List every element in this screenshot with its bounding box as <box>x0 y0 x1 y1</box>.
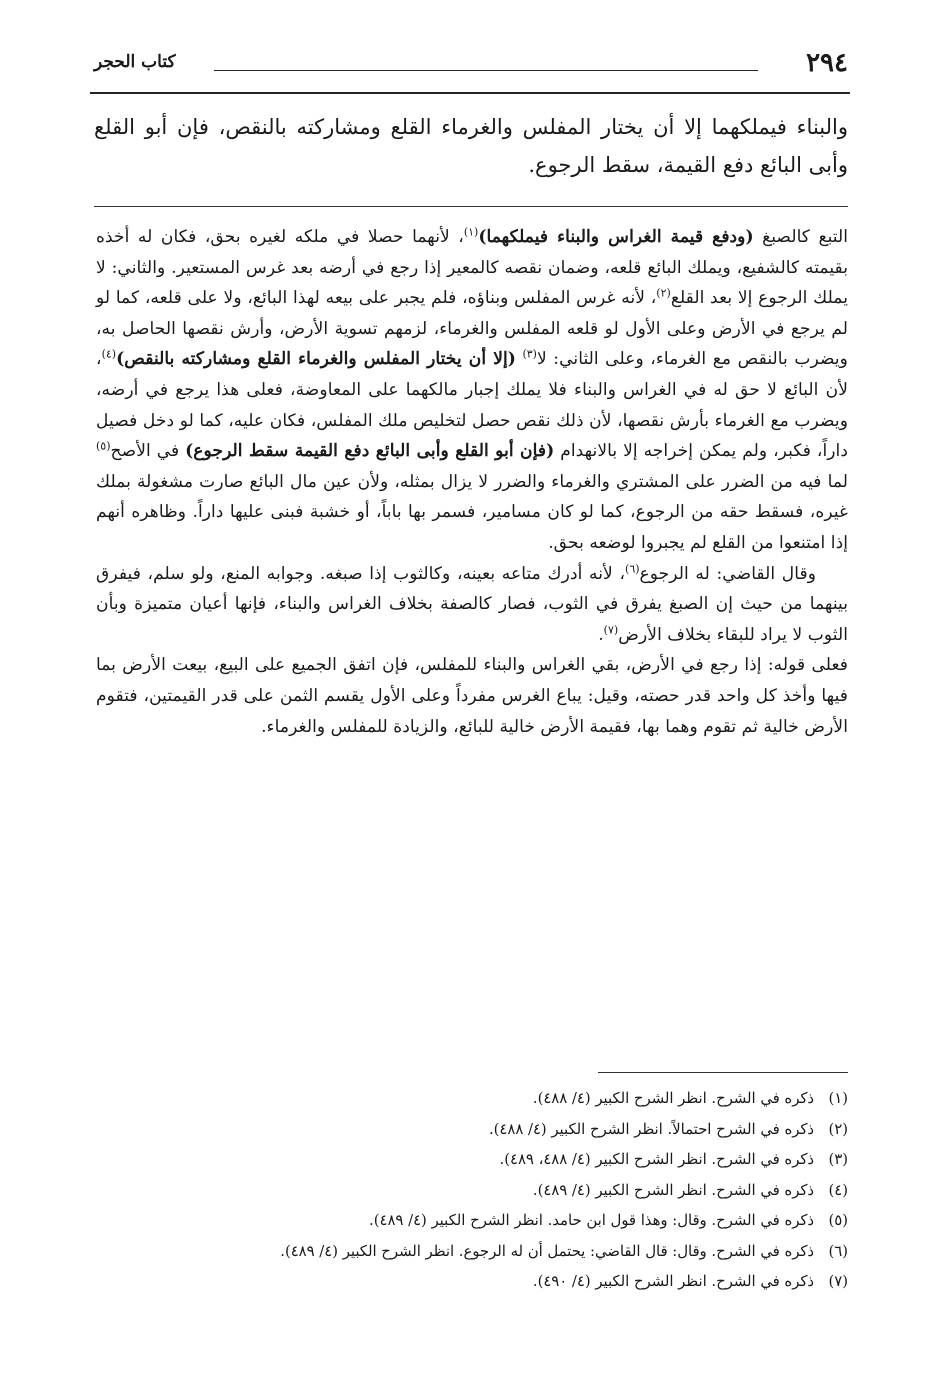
book-title: كتاب الحجر <box>94 52 176 72</box>
text-segment: ، لأن البائع لا حق له في الغراس والبناء فلا يملك إجبار مالكهما على المعاوضة، فعلى هذا يرجع في أرضه، ويضرب مع الغرماء بأرش نقصها، لأن ذلك نقص حصل لتخليص ملك المفلس، فكان عليه، كما لو دخل فصيل داراً، فكبر، ولم يمكن إخراجه إلا بالانهدام <box>96 349 848 462</box>
quoted-matn: (ودفع قيمة الغراس والبناء فيملكهما) <box>478 227 754 247</box>
footnote-text: ذكره في الشرح. وقال: وهذا قول ابن حامد. انظر الشرح الكبير (٤/ ٤٨٩). <box>369 1212 814 1229</box>
header-divider <box>90 92 850 94</box>
footnote <box>96 1145 848 1176</box>
matn-text: والبناء فيملكهما إلا أن يختار المفلس والغرماء القلع ومشاركته بالنقص، فإن أبو القلع وأبى البائع دفع القيمة، سقط الرجوع. <box>94 115 848 177</box>
footnote <box>96 1206 848 1237</box>
commentary-paragraph-1 <box>96 222 848 559</box>
text-segment: لما فيه من الضرر على المشتري والغرماء والضرر لا يزال بمثله، ولأن عين مال البائع صارت مشغولة بملك غيره، فسقط حقه من الرجوع، كما لو كان مسامير، فسمر بها باباً، أو خشبة فبنى عليها داراً. وظاهره أنهم إذا امتنعوا من القلع لم يجبروا لوضعه بحق. <box>96 471 848 553</box>
footnote-number: (٦) <box>828 1242 848 1260</box>
footnote-separator <box>598 1072 848 1073</box>
running-header <box>94 48 848 84</box>
text-segment: في الأصح <box>110 441 186 462</box>
footnote-ref-6: (٦) <box>625 561 640 575</box>
text-segment: . <box>598 624 604 645</box>
footnote <box>96 1237 848 1268</box>
header-rule <box>214 70 758 71</box>
footnote-ref-3: (٣) <box>522 347 537 361</box>
footnote-text: ذكره في الشرح. انظر الشرح الكبير (٤/ ٤٨٩). <box>532 1181 814 1199</box>
footnote <box>96 1115 848 1146</box>
footnotes <box>96 1084 848 1298</box>
matn-divider <box>94 206 848 207</box>
footnote <box>96 1267 848 1298</box>
footnote-ref-4: (٤) <box>101 347 117 361</box>
text-segment: ، لأنه غرس المفلس وبناؤه، فلم يجبر على بيعه لهذا البائع، ولا على قلعه، كما لو لم يرجع في الأرض وعلى الأول لو قلعه المفلس والغرماء، لزمهم تسوية الأرض، وأرش نقصها الحاصل به، ويضرب بالنقص مع الغرماء، وعلى الثاني: لا <box>96 288 848 370</box>
footnote-text: ذكره في الشرح. وقال: قال القاضي: يحتمل أن له الرجوع. انظر الشرح الكبير (٤/ ٤٨٩). <box>280 1242 814 1260</box>
footnote-number: (٤) <box>828 1181 848 1199</box>
text-segment: التبع كالصبغ <box>753 227 848 247</box>
text-segment: ، لأنهما حصلا في ملكه لغيره بحق، فكان له أخذه بقيمته كالشفيع، ويملك البائع قلعه، وضمان نقصه كالمعير إذا رجع في أرضه بعد غرس المستعير. والثاني: لا يملك الرجوع إلا بعد القلع <box>96 227 848 309</box>
footnote-ref-5: (٥) <box>96 439 111 453</box>
commentary <box>96 222 848 742</box>
text-segment: وقال القاضي: له الرجوع <box>639 563 817 584</box>
commentary-paragraph-2 <box>96 559 848 651</box>
footnote-text: ذكره في الشرح. انظر الشرح الكبير (٤/ ٤٨٨). <box>532 1090 814 1107</box>
commentary-paragraph-3: فعلى قوله: إذا رجع في الأرض، بقي الغراس والبناء للمفلس، فإن اتفق الجميع على البيع، بيعت الأرض بما فيها وأخذ كل واحد قدر حصته، وقيل: يباع الغرس مفرداً وعلى الأول يقسم الثمن على قدر القيمتين، فتقوم الأرض خالية ثم تقوم وهما بها، فقيمة الأرض خالية للبائع، والزيادة للمفلس والغرماء. <box>96 655 848 737</box>
footnote-number: (١) <box>828 1090 848 1107</box>
footnote-ref-2: (٢) <box>656 286 671 300</box>
footnote-text: ذكره في الشرح احتمالاً. انظر الشرح الكبير (٤/ ٤٨٨). <box>488 1120 814 1138</box>
quoted-matn: (فإن أبو القلع وأبى البائع دفع القيمة سقط الرجوع) <box>185 441 555 462</box>
footnote-ref-7: (٧) <box>603 622 619 636</box>
footnote-ref-1: (١) <box>463 225 479 239</box>
footnote-number: (٢) <box>828 1120 848 1138</box>
footnote-text: ذكره في الشرح. انظر الشرح الكبير (٤/ ٤٨٨، ٤٨٩). <box>499 1151 814 1168</box>
footnote-text: ذكره في الشرح. انظر الشرح الكبير (٤/ ٤٩٠). <box>532 1273 814 1290</box>
quoted-matn: (إلا أن يختار المفلس والغرماء القلع ومشاركته بالنقص) <box>116 349 516 370</box>
footnote-number: (٣) <box>828 1151 848 1168</box>
footnote <box>96 1084 848 1115</box>
footnote-number: (٥) <box>828 1212 848 1229</box>
text-segment: ، لأنه أدرك متاعه بعينه، وكالثوب إذا صبغه. وجوابه المنع، ولو سلم، فيفرق بينهما من حيث إن الصبغ يفرق في الثوب، فصار كالصفة بخلاف الغراس والبناء، فإنها أعيان متميزة وبأن الثوب لا يراد للبقاء بخلاف الأرض <box>96 563 848 645</box>
page-number: ٢٩٤ <box>806 48 848 78</box>
footnote <box>96 1176 848 1207</box>
footnote-number: (٧) <box>828 1273 848 1290</box>
